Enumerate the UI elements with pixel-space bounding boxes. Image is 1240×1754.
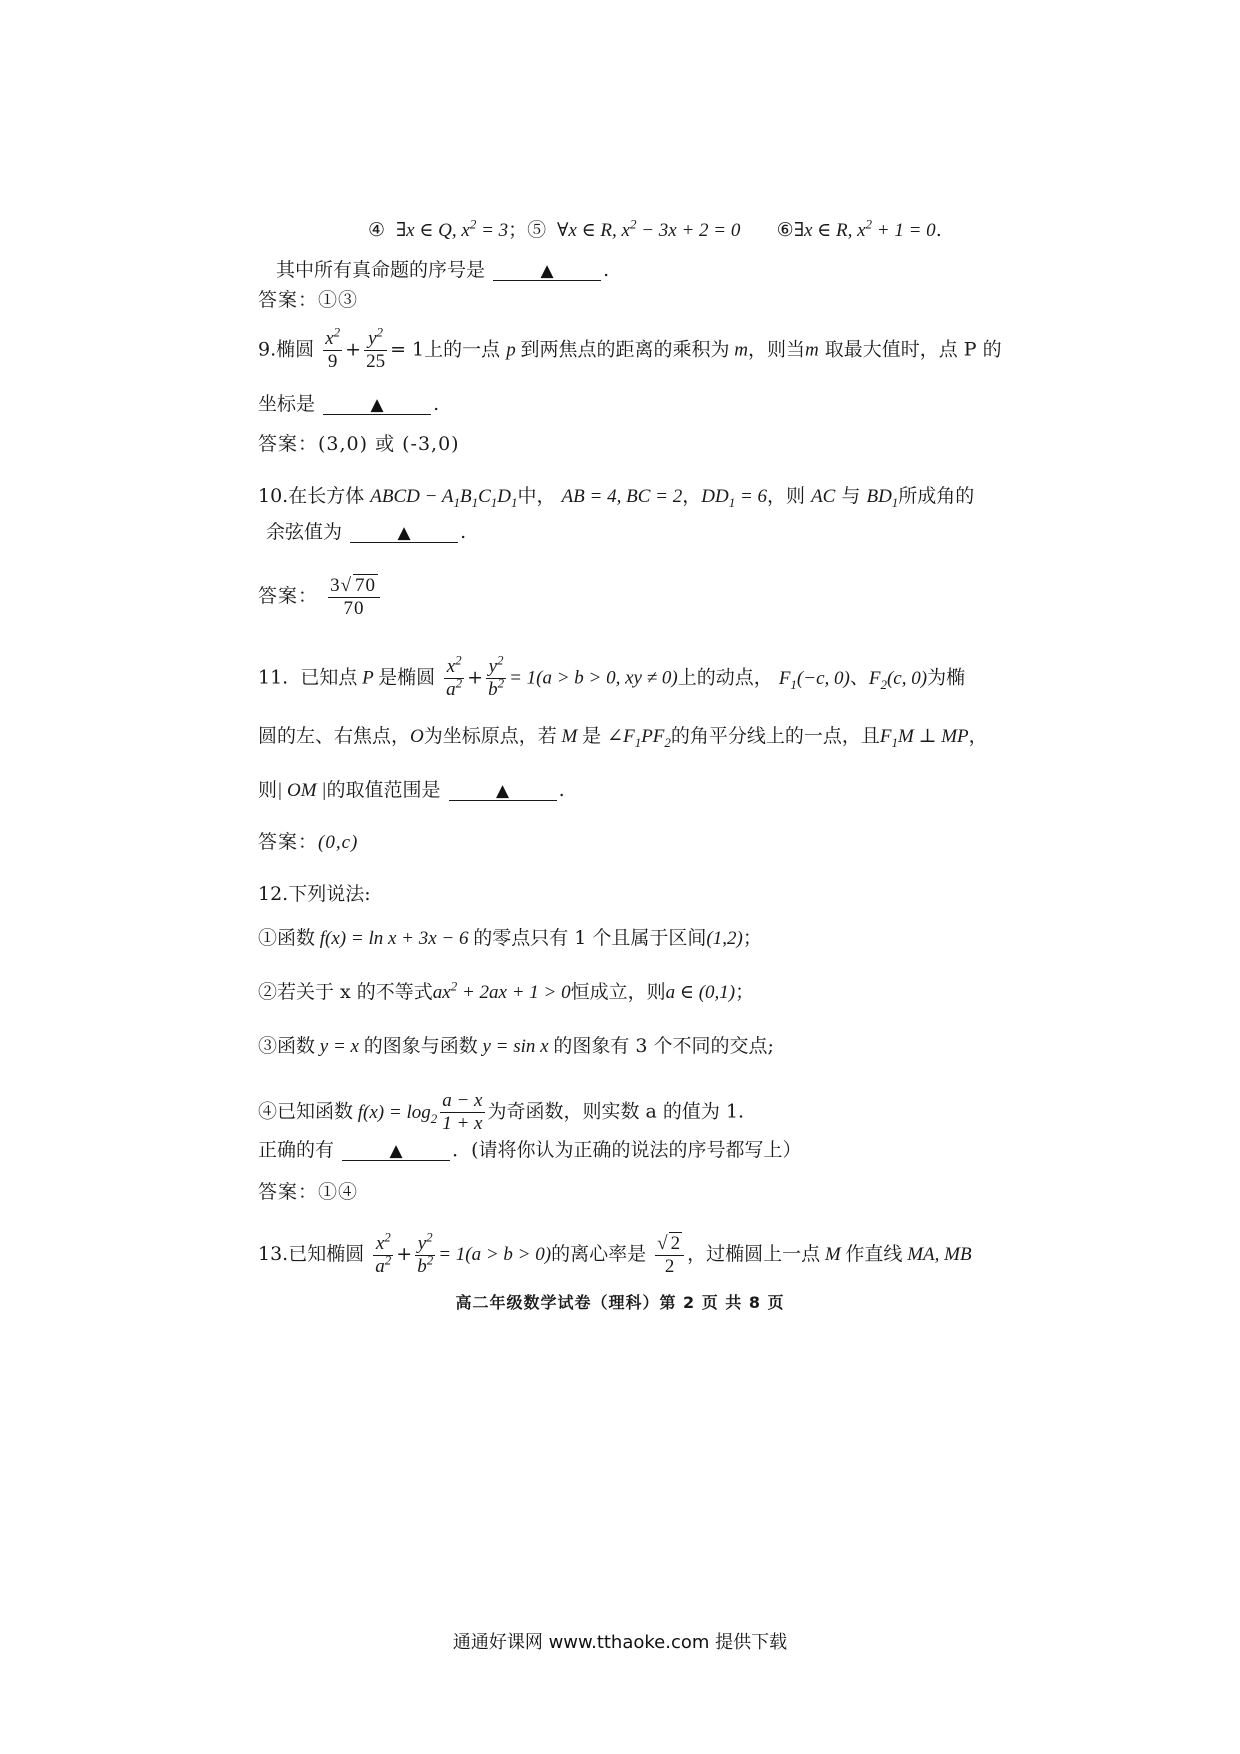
- q9-line2: 坐标是 ▲ .: [258, 393, 440, 415]
- q11-line3: 则| OM |的取值范围是 ▲ .: [258, 779, 565, 801]
- watermark: 通通好课网 www.tthaoke.com 提供下载: [452, 1632, 788, 1653]
- q11-line1: 11. 已知点 P 是椭圆 $\frac{x^2}{a^2}$ + $\frac{y^2}{b^2}$ = 1(a > b > 0, xy ≠ 0)上的动点， $F_1(-c$, 0)、$F_2(c$, 0)为椭: [258, 652, 966, 700]
- q8-item6-marker: ⑥: [776, 219, 794, 241]
- q8-item5-marker: ⑤: [527, 219, 547, 241]
- q11-answer-value: (0,c): [318, 832, 359, 853]
- answer-blank: ▲: [493, 258, 601, 281]
- answer-blank: ▲: [342, 1138, 450, 1161]
- q8-answer: 答案：①③: [258, 289, 359, 311]
- q8-question: 其中所有真命题的序号是 ▲ .: [276, 259, 610, 281]
- q12-answer: 答案：①④: [258, 1181, 359, 1203]
- q8-answer-value: ①③: [318, 289, 359, 311]
- answer-blank: ▲: [323, 392, 431, 415]
- q10-line2: 余弦值为 ▲ .: [266, 521, 467, 543]
- q12-s2: ②若关于 x 的不等式$ax^2 + 2ax + 1 > 0$恒成立，则a ∈ (0,1)；: [258, 978, 755, 1003]
- q12-s4: ④已知函数 $f(x) = \log_2$ $\frac{a - x}{1 + x}$ 为奇函数，则实数 a 的值为 1.: [258, 1090, 745, 1134]
- page-footer: 高二年级数学试卷（理科）第 2 页 共 8 页: [455, 1293, 785, 1312]
- q8-items-line: ④ ∃x ∈ Q, $x^2 = 3$；⑤ ∀x ∈ R, $x^2 - 3x + 2 = 0$ ⑥∃x ∈ R, $x^2 + 1 = 0$.: [368, 216, 942, 241]
- q9-line1: 9.椭圆 $\frac{x^2}{9}$ + $\frac{y^2}{25}$ = 1上的一点 p 到两焦点的距离的乘积为 m，则当m 取最大值时，点 P 的: [258, 324, 1002, 372]
- q11-answer: 答案：(0,c): [258, 831, 359, 853]
- q8-item4-marker: ④: [368, 219, 386, 241]
- q10-line1: 10.在长方体 ABCD − $A_1B_1C_1D_1$中， AB = 4, BC = 2，$DD_1 = 6$，则 AC 与 $BD_1$所成角的: [258, 485, 975, 510]
- q11-line2: 圆的左、右焦点，O为坐标原点，若 M 是 $\angle F_1PF_2$的角平分线上的一点，且$F_1M$ ⊥ MP，: [258, 725, 988, 750]
- q10-answer: 答案： $\frac{3√ 70}{70}$: [258, 574, 383, 620]
- answer-blank: ▲: [350, 520, 458, 543]
- q13-line1: 13.已知椭圆 $\frac{x^2}{a^2}$ + $\frac{y^2}{b^2}$ = 1(a > b > 0)的离心率是 $\frac{√ 2}{2}$ ，过椭圆上一点 M 作直线 MA, MB: [258, 1229, 972, 1277]
- q9-answer-value: (3,0) 或 (-3,0): [318, 433, 460, 455]
- q12-question: 正确的有 ▲ ．(请将你认为正确的说法的序号都写上）: [258, 1139, 802, 1161]
- q9-answer: 答案：(3,0) 或 (-3,0): [258, 433, 460, 455]
- q12-head: 12.下列说法:: [258, 883, 371, 905]
- answer-blank: ▲: [449, 778, 557, 801]
- q12-s3: ③函数 y = x 的图象与函数 y = sin x 的图象有 3 个不同的交点;: [258, 1035, 774, 1057]
- q12-answer-value: ①④: [318, 1181, 359, 1203]
- q12-s1: ①函数 f(x) = ln x + 3x − 6 的零点只有 1 个且属于区间(1,2)；: [258, 927, 762, 949]
